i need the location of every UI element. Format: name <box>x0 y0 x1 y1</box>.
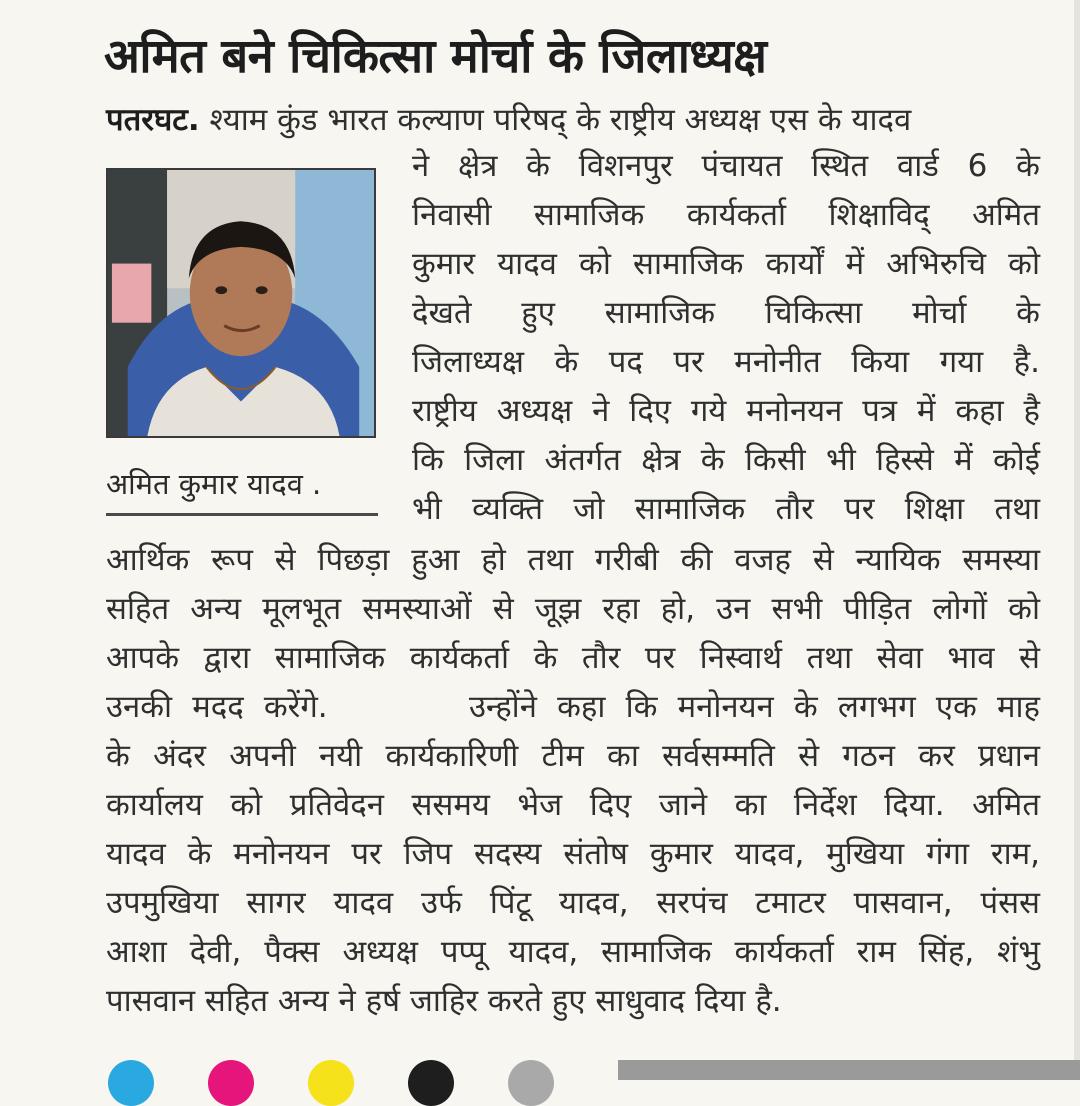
gray-swatch <box>508 1060 554 1106</box>
article-line-5: देखते हुए सामाजिक चिकित्सा मोर्चा के <box>412 295 1040 331</box>
caption-divider <box>106 513 378 516</box>
article-line-text: श्याम कुंड भारत कल्याण परिषद् के राष्ट्रीय अध्यक्ष एस के यादव <box>209 102 912 138</box>
page-edge <box>1074 0 1080 1080</box>
article-line-4: कुमार यादव को सामाजिक कार्यों में अभिरुचि को <box>412 246 1040 282</box>
yellow-swatch <box>308 1060 354 1106</box>
bottom-gray-bar <box>618 1060 1080 1080</box>
article-headline: अमित बने चिकित्सा मोर्चा के जिलाध्यक्ष <box>104 29 767 84</box>
article-line-18: आशा देवी, पैक्स अध्यक्ष पप्पू यादव, सामाजिक कार्यकर्ता राम सिंह, शंभु <box>106 934 1040 970</box>
article-line-14: के अंदर अपनी नयी कार्यकारिणी टीम का सर्वसम्मति से गठन कर प्रधान <box>106 738 1040 774</box>
article-line-17: उपमुखिया सागर यादव उर्फ पिंटू यादव, सरपंच टमाटर पासवान, पंसस <box>106 885 1040 921</box>
portrait-illustration <box>108 170 374 436</box>
article-line-1 <box>106 97 1041 143</box>
article-line-6: जिलाध्यक्ष के पद पर मनोनीत किया गया है. <box>412 344 1040 380</box>
article-line-7: राष्ट्रीय अध्यक्ष ने दिए गये मनोनयन पत्र में कहा है <box>412 393 1040 429</box>
magenta-swatch <box>208 1060 254 1106</box>
article-line-15: कार्यालय को प्रतिवेदन ससमय भेज दिए जाने का निर्देश दिया. अमित <box>106 787 1040 823</box>
article-dateline: पतरघट. <box>106 102 200 138</box>
photo-caption: अमित कुमार यादव . <box>106 467 322 501</box>
article-line-2: ने क्षेत्र के विशनपुर पंचायत स्थित वार्ड 6 के <box>412 148 1040 184</box>
article-line-8: कि जिला अंतर्गत क्षेत्र के किसी भी हिस्से में कोई <box>412 442 1040 478</box>
article-line-12: आपके द्वारा सामाजिक कार्यकर्ता के तौर पर निस्वार्थ तथा सेवा भाव से <box>106 640 1040 676</box>
article-line-3: निवासी सामाजिक कार्यकर्ता शिक्षाविद् अमित <box>412 197 1040 233</box>
cyan-swatch <box>108 1060 154 1106</box>
article-line-16: यादव के मनोनयन पर जिप सदस्य संतोष कुमार यादव, मुखिया गंगा राम, <box>106 836 1040 872</box>
article-line-13: उनकी मदद करेंगे. उन्होंने कहा कि मनोनयन के लगभग एक माह <box>106 689 1040 725</box>
article-line-11: सहित अन्य मूलभूत समस्याओं से जूझ रहा हो, उन सभी पीड़ित लोगों को <box>106 591 1040 627</box>
article-line-10: आर्थिक रूप से पिछड़ा हुआ हो तथा गरीबी की वजह से न्यायिक समस्या <box>106 542 1040 578</box>
article-line-19: पासवान सहित अन्य ने हर्ष जाहिर करते हुए साधुवाद दिया है. <box>106 983 782 1019</box>
black-swatch <box>408 1060 454 1106</box>
article-line-9: भी व्यक्ति जो सामाजिक तौर पर शिक्षा तथा <box>412 491 1040 527</box>
portrait-photo <box>106 168 376 438</box>
